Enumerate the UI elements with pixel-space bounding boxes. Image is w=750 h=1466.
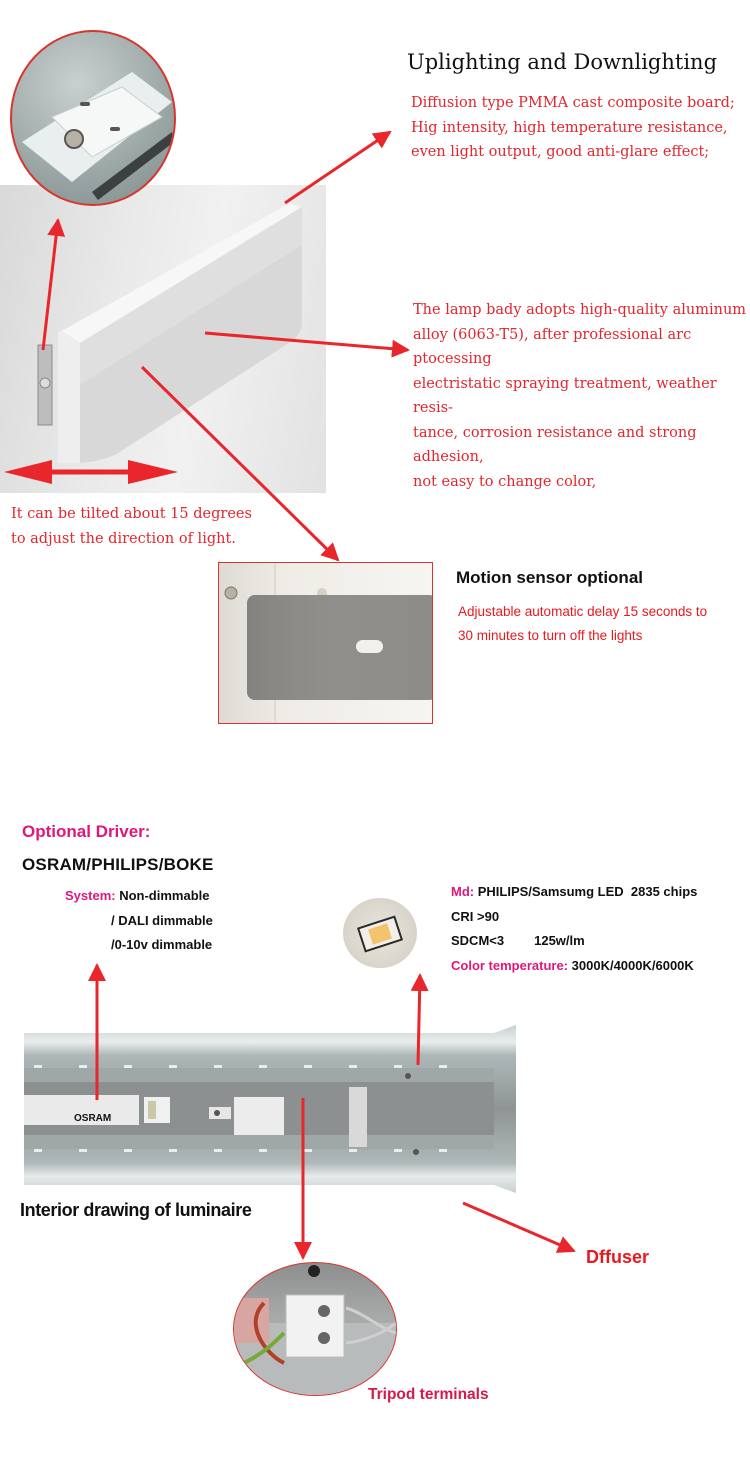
md-value: PHILIPS/Samsumg LED 2835 chips bbox=[477, 884, 698, 899]
driver-brands: OSRAM/PHILIPS/BOKE bbox=[22, 855, 214, 874]
arrow-icon bbox=[205, 333, 408, 350]
annotation-arrows-bottom bbox=[0, 940, 750, 1340]
system-option: / DALI dimmable bbox=[111, 912, 213, 928]
tilt-line: It can be tilted about 15 degrees bbox=[11, 506, 252, 522]
cri-value: CRI >90 bbox=[451, 908, 500, 924]
color-temp-value: 3000K/4000K/6000K bbox=[571, 957, 694, 973]
efficacy-value: 125w/lm bbox=[534, 933, 585, 948]
double-arrow-icon bbox=[4, 460, 178, 484]
tilt-description bbox=[11, 502, 252, 551]
system-label: System: bbox=[65, 888, 116, 903]
color-temp-label: Color temperature: bbox=[451, 957, 569, 973]
body-line: electristatic spraying treatment, weather resis- bbox=[413, 375, 717, 416]
uplighting-title: Uplighting and Downlighting bbox=[407, 50, 718, 74]
tripod-terminals-label: Tripod terminals bbox=[368, 1386, 489, 1403]
system-option: /0-10v dimmable bbox=[111, 937, 213, 952]
motion-sensor-title: Motion sensor optional bbox=[456, 568, 643, 587]
osram-label: OSRAM bbox=[74, 1113, 112, 1124]
system-option: Non-dimmable bbox=[119, 888, 210, 903]
arrow-icon bbox=[463, 1203, 574, 1251]
diffuser-label: Dffuser bbox=[586, 1247, 650, 1267]
body-line: alloy (6063-T5), after professional arc ptocessing bbox=[413, 326, 692, 367]
body-line: The lamp bady adopts high-quality aluminum bbox=[413, 302, 747, 318]
diffuser-description bbox=[411, 91, 735, 165]
sensor-illustration bbox=[219, 563, 432, 723]
sensor-line: Adjustable automatic delay 15 seconds to bbox=[458, 604, 708, 619]
body-line: not easy to change color, bbox=[413, 473, 597, 490]
sensor-line: 30 minutes to turn off the lights bbox=[458, 628, 643, 643]
diffuser-line: even light output, good anti-glare effect; bbox=[411, 144, 710, 160]
arrow-icon bbox=[418, 975, 420, 1065]
sdcm-value: SDCM<3 bbox=[451, 933, 505, 948]
diffuser-line: Diffusion type PMMA cast composite board; bbox=[411, 95, 735, 111]
arrow-icon bbox=[43, 220, 58, 350]
diffuser-line: Hig intensity, high temperature resistance, bbox=[411, 119, 728, 136]
optional-driver-heading: Optional Driver: bbox=[22, 822, 151, 841]
arrow-icon bbox=[285, 132, 390, 203]
lamp-body-description bbox=[413, 298, 750, 494]
body-line: tance, corrosion resistance and strong adhesion, bbox=[413, 424, 697, 465]
interior-caption: Interior drawing of luminaire bbox=[20, 1200, 252, 1220]
md-label: Md: bbox=[451, 884, 475, 899]
motion-sensor-description bbox=[458, 600, 707, 648]
tilt-line: to adjust the direction of light. bbox=[11, 530, 236, 547]
motion-sensor-photo bbox=[218, 562, 433, 724]
